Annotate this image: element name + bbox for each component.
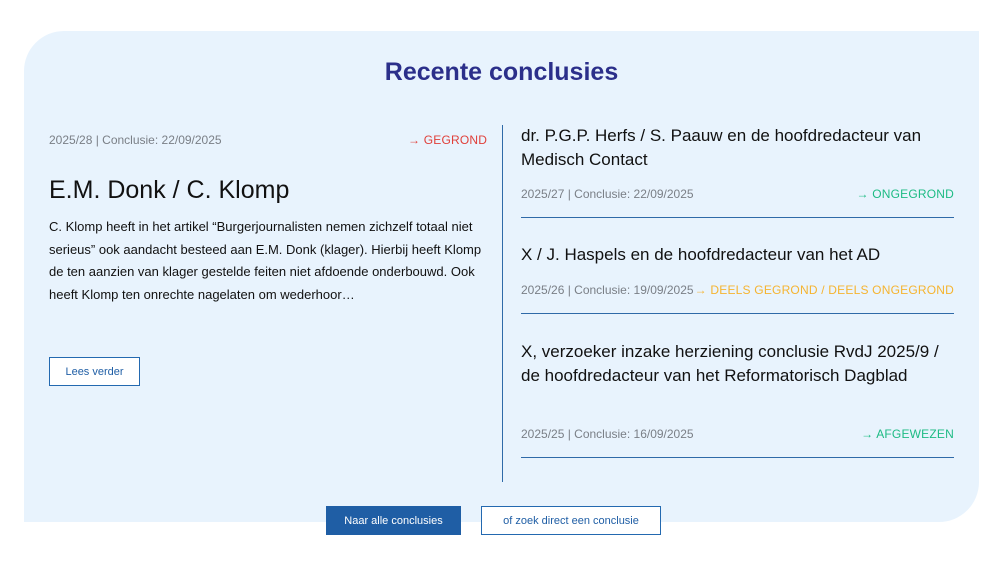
featured-status [408, 133, 487, 147]
arrow-right-icon: → [694, 283, 707, 297]
arrow-right-icon: → [861, 427, 874, 441]
item-status-label: DEELS GEGROND / DEELS ONGEGROND [710, 283, 954, 297]
featured-meta: 2025/28 | Conclusie: 22/09/2025 [49, 133, 222, 147]
item-title[interactable]: X / J. Haspels en de hoofdredacteur van het AD [521, 245, 881, 264]
list-item[interactable] [521, 243, 954, 297]
item-meta: 2025/26 | Conclusie: 19/09/2025 [521, 283, 694, 297]
list-item[interactable] [521, 340, 954, 441]
item-status [856, 187, 954, 201]
arrow-right-icon: → [856, 187, 869, 201]
featured-excerpt: C. Klomp heeft in het artikel “Burgerjournalisten nemen zichzelf totaal niet serieus” ook aandacht besteed aan E.M. Donk (klager). Hierbij heeft Klomp de ten aanzien van klager gestelde feiten niet afdoende onderbouwd. Ook heeft Klomp ten onrechte nagelaten om wederhoor… [49, 219, 482, 302]
arrow-right-icon: → [408, 133, 421, 147]
item-meta: 2025/25 | Conclusie: 16/09/2025 [521, 427, 694, 441]
item-divider [521, 457, 954, 458]
all-conclusions-button[interactable]: Naar alle conclusies [326, 506, 461, 535]
search-conclusion-button[interactable]: of zoek direct een conclusie [481, 506, 661, 535]
item-status-label: ONGEGROND [872, 187, 954, 201]
item-status [861, 427, 954, 441]
item-status-label: AFGEWEZEN [876, 427, 954, 441]
featured-title[interactable]: E.M. Donk / C. Klomp [49, 176, 290, 204]
column-divider [502, 125, 503, 482]
item-meta: 2025/27 | Conclusie: 22/09/2025 [521, 187, 694, 201]
item-divider [521, 313, 954, 314]
featured-status-label: GEGROND [423, 133, 488, 147]
item-divider [521, 217, 954, 218]
item-title[interactable]: X, verzoeker inzake herziening conclusie RvdJ 2025/9 / de hoofdredacteur van het Reformatorisch Dagblad [521, 342, 939, 385]
read-more-button[interactable]: Lees verder [49, 357, 140, 386]
item-status [695, 283, 954, 297]
item-title[interactable]: dr. P.G.P. Herfs / S. Paauw en de hoofdredacteur van Medisch Contact [521, 126, 922, 169]
section-title: Recente conclusies [384, 58, 619, 86]
list-item[interactable] [521, 124, 954, 201]
